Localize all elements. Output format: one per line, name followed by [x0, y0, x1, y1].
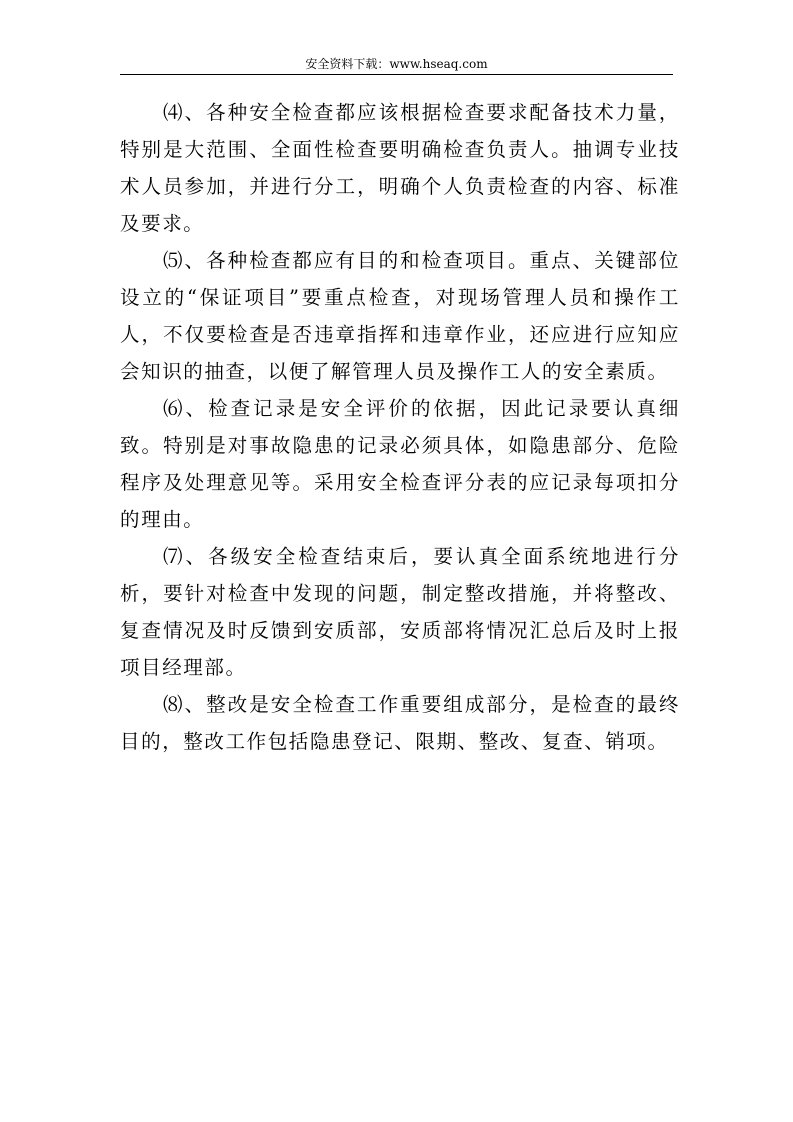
paragraph-5: ⑸、各种检查都应有目的和检查项目。重点、关键部位设立的“保证项目”要重点检查，对现场管理人员和操作工人，不仅要检查是否违章指挥和违章作业，还应进行应知应会知识的抽查，以便了解管理人员及操作工人的安全素质。 — [120, 249, 680, 383]
document-body — [120, 94, 680, 760]
paragraph-8: ⑻、整改是安全检查工作重要组成部分，是检查的最终目的，整改工作包括隐患登记、限期、整改、复查、销项。 — [120, 693, 680, 753]
paragraph-7: ⑺、各级安全检查结束后，要认真全面系统地进行分析，要针对检查中发现的问题，制定整改措施，并将整改、复查情况及时反馈到安质部，安质部将情况汇总后及时上报项目经理部。 — [120, 545, 680, 679]
paragraph-4: ⑷、各种安全检查都应该根据检查要求配备技术力量，特别是大范围、全面性检查要明确检查负责人。抽调专业技术人员参加，并进行分工，明确个人负责检查的内容、标准及要求。 — [120, 101, 680, 235]
paragraph-6: ⑹、检查记录是安全评价的依据，因此记录要认真细致。特别是对事故隐患的记录必须具体，如隐患部分、危险程序及处理意见等。采用安全检查评分表的应记录每项扣分的理由。 — [120, 397, 680, 531]
header-divider — [120, 74, 673, 75]
page-header: 安全资料下载：www.hseaq.com — [305, 57, 488, 71]
